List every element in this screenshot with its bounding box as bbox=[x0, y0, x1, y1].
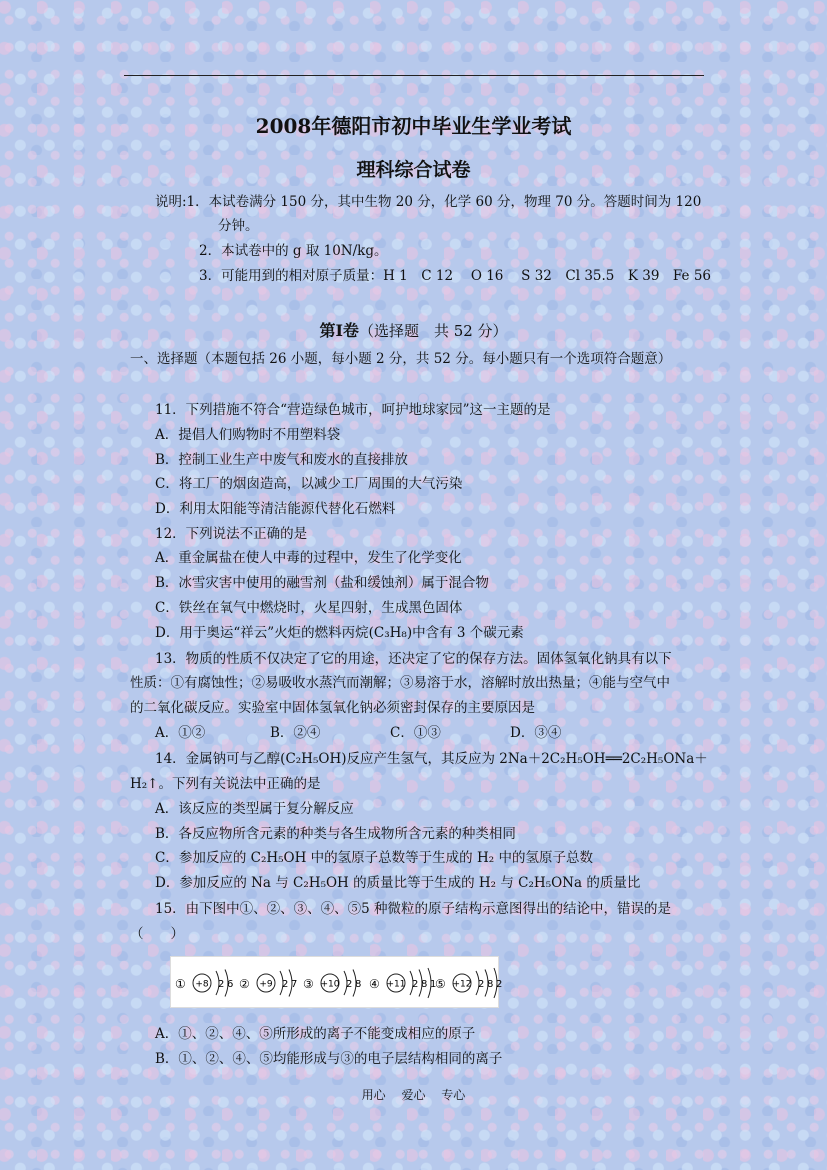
q14-line-2: H₂↑。下列有关说法中正确的是 bbox=[130, 776, 321, 792]
atomic-structure-diagram bbox=[170, 956, 503, 1008]
q11-option-c: C．将工厂的烟囱造高，以减少工厂周围的大气污染 bbox=[155, 476, 463, 492]
q14-option-b: B．各反应物所含元素的种类与各生成物所含元素的种类相同 bbox=[155, 826, 516, 842]
atom-label: ③ bbox=[303, 977, 314, 991]
q13-option-c: C．①③ bbox=[390, 725, 441, 741]
note-1: 说明:1．本试卷满分 150 分，其中生物 20 分，化学 60 分，物理 70 分。答题时间为 120 bbox=[155, 194, 702, 210]
nucleus-charge: +10 bbox=[320, 979, 340, 990]
atom-label: ⑤ bbox=[435, 977, 446, 991]
q11-option-a: A．提倡人们购物时不用塑料袋 bbox=[155, 427, 341, 443]
q15-line-1: 15．由下图中①、②、③、④、⑤5 种微粒的原子结构示意图得出的结论中，错误的是 bbox=[155, 901, 672, 917]
q15-line-2: （ ） bbox=[130, 926, 184, 942]
q11-option-d: D．利用太阳能等清洁能源代替化石燃料 bbox=[155, 501, 396, 517]
page-footer: 用心 爱心 专心 bbox=[361, 1088, 466, 1102]
electron-count: 2 bbox=[496, 979, 503, 990]
electron-count: 2 bbox=[412, 979, 419, 990]
q13-line-1: 13．物质的性质不仅决定了它的用途，还决定了它的保存方法。固体氢氧化钠具有以下 bbox=[155, 651, 672, 667]
electron-count: 2 bbox=[282, 979, 289, 990]
q14-option-d: D．参加反应的 Na 与 C₂H₅OH 的质量比等于生成的 H₂ 与 C₂H₅ONa 的质量比 bbox=[155, 875, 641, 891]
top-rule bbox=[124, 75, 704, 76]
q14-option-c: C．参加反应的 C₂H₅OH 中的氢原子总数等于生成的 H₂ 中的氢原子总数 bbox=[155, 850, 593, 866]
q13-option-a: A．①② bbox=[155, 725, 206, 741]
nucleus-charge: +12 bbox=[452, 979, 472, 990]
q11-stem: 11．下列措施不符合“营造绿色城市，呵护地球家园”这一主题的是 bbox=[155, 402, 551, 418]
electron-count: 8 bbox=[355, 979, 362, 990]
q12-stem: 12．下列说法不正确的是 bbox=[155, 526, 308, 542]
exam-subtitle: 理科综合试卷 bbox=[356, 159, 471, 181]
section-title bbox=[0, 318, 827, 341]
q12-option-c: C．铁丝在氧气中燃烧时，火星四射，生成黑色固体 bbox=[155, 600, 463, 616]
electron-count: 2 bbox=[218, 979, 225, 990]
electron-count: 2 bbox=[478, 979, 485, 990]
q12-option-d: D．用于奥运“祥云”火炬的燃料丙烷(C₃H₈)中含有 3 个碳元素 bbox=[155, 625, 524, 641]
electron-count: 7 bbox=[291, 979, 298, 990]
q13-line-3: 的二氧化碳反应。实验室中固体氢氧化钠必须密封保存的主要原因是 bbox=[130, 700, 535, 716]
electron-count: 1 bbox=[430, 979, 437, 990]
atom-label: ④ bbox=[369, 977, 380, 991]
nucleus-charge: +11 bbox=[386, 979, 406, 990]
q14-line-1: 14．金属钠可与乙醇(C₂H₅OH)反应产生氢气，其反应为 2Na＋2C₂H₅OH══2C₂H₅ONa＋ bbox=[155, 751, 708, 767]
note-3: 3．可能用到的相对原子质量：H 1 C 12 O 16 S 32 Cl 35.5 K 39 Fe 56 bbox=[199, 268, 712, 284]
q13-option-d: D．③④ bbox=[510, 725, 562, 741]
section-instruction: 一、选择题（本题包括 26 小题，每小题 2 分，共 52 分。每小题只有一个选项符合题意） bbox=[130, 351, 672, 367]
electron-count: 8 bbox=[421, 979, 428, 990]
q12-option-a: A．重金属盐在使人中毒的过程中，发生了化学变化 bbox=[155, 550, 462, 566]
atom-label: ② bbox=[239, 977, 250, 991]
q14-option-a: A．该反应的类型属于复分解反应 bbox=[155, 801, 354, 817]
section-title-rest: （选择题 共 52 分） bbox=[358, 322, 508, 340]
nucleus-charge: +8 bbox=[195, 979, 209, 990]
q13-option-b: B．②④ bbox=[270, 725, 321, 741]
note-1-cont: 分钟。 bbox=[218, 218, 259, 234]
electron-count: 8 bbox=[487, 979, 494, 990]
electron-count: 6 bbox=[227, 979, 234, 990]
atom-diagram-svg bbox=[171, 957, 503, 1007]
exam-title: 2008年德阳市初中毕业生学业考试 bbox=[255, 114, 572, 138]
q13-line-2: 性质：①有腐蚀性；②易吸收水蒸汽而潮解；③易溶于水，溶解时放出热量；④能与空气中 bbox=[130, 675, 670, 691]
q15-option-b: B．①、②、④、⑤均能形成与③的电子层结构相同的离子 bbox=[155, 1051, 503, 1067]
q11-option-b: B．控制工业生产中废气和废水的直接排放 bbox=[155, 452, 408, 468]
section-title-bold: 第Ⅰ卷 bbox=[319, 321, 359, 340]
note-2: 2．本试卷中的 g 取 10N/kg。 bbox=[199, 243, 388, 259]
atom-label: ① bbox=[175, 977, 186, 991]
nucleus-charge: +9 bbox=[259, 979, 273, 990]
q15-option-a: A．①、②、④、⑤所形成的离子不能变成相应的原子 bbox=[155, 1026, 476, 1042]
q12-option-b: B．冰雪灾害中使用的融雪剂（盐和缓蚀剂）属于混合物 bbox=[155, 575, 489, 591]
electron-count: 2 bbox=[346, 979, 353, 990]
